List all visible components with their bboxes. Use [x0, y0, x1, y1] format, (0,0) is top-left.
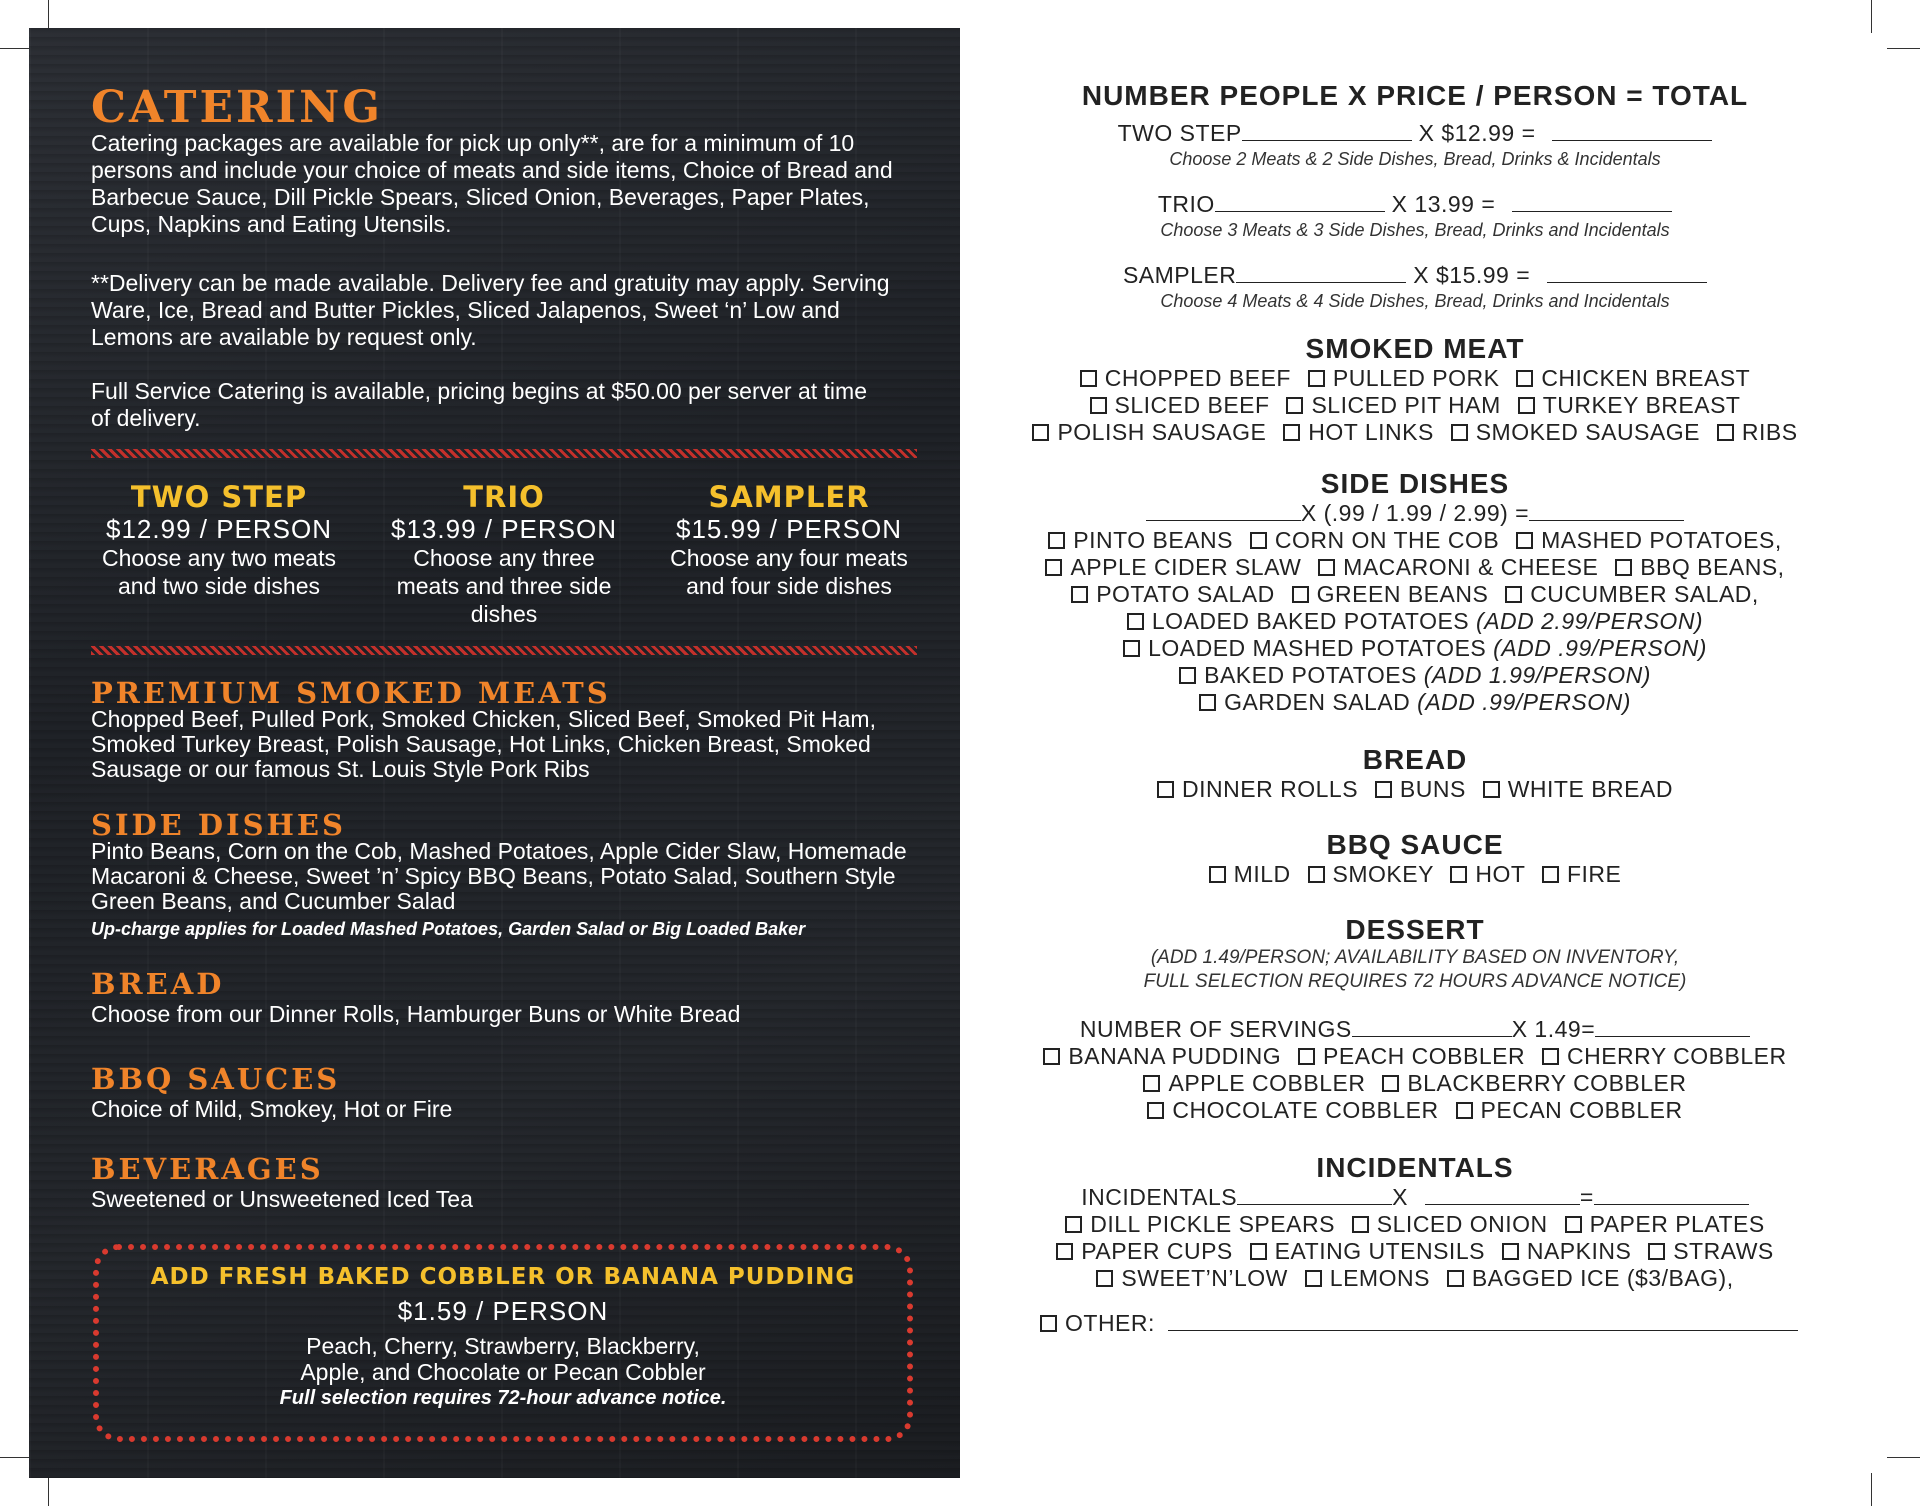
package-description: Choose any three meats and three side dishes: [396, 545, 612, 627]
package-trio: [369, 480, 639, 628]
checkbox-label: CHERRY COBBLER: [1567, 1043, 1787, 1069]
total-field[interactable]: [1547, 264, 1707, 283]
checkbox-label: DINNER ROLLS: [1182, 776, 1359, 802]
checkbox[interactable]: [1043, 1048, 1060, 1065]
checkbox-label: BLACKBERRY COBBLER: [1407, 1070, 1687, 1096]
checkbox-row: [1010, 1211, 1820, 1238]
checkbox-label: EATING UTENSILS: [1274, 1238, 1485, 1264]
checkbox-label: PINTO BEANS: [1073, 527, 1233, 553]
checkbox-label: SLICED BEEF: [1114, 392, 1270, 418]
checkbox[interactable]: [1080, 370, 1097, 387]
checkbox-row: [1010, 581, 1820, 608]
catering-info-panel: [29, 28, 960, 1478]
checkbox-label: CHOPPED BEEF: [1104, 365, 1291, 391]
checkbox-label: HOT LINKS: [1308, 419, 1434, 445]
checkbox-label: MACARONI & CHEESE: [1343, 554, 1599, 580]
package-row-two-step: [1010, 120, 1820, 171]
checkbox-label: CUCUMBER SALAD,: [1530, 581, 1759, 607]
checkbox-row: [1010, 554, 1820, 581]
upcharge-note: (ADD 2.99/PERSON): [1476, 608, 1704, 634]
package-line: [1010, 120, 1820, 147]
side-dishes-heading: SIDE DISHES: [1320, 468, 1510, 499]
checkbox[interactable]: [1518, 397, 1535, 414]
package-line: [1010, 191, 1820, 218]
people-count-field[interactable]: [1236, 264, 1406, 283]
package-name: TRIO: [463, 480, 545, 514]
checkbox[interactable]: [1450, 866, 1467, 883]
people-count-field[interactable]: [1237, 1186, 1392, 1205]
package-label: SAMPLER: [1122, 262, 1237, 288]
other-label: OTHER:: [1065, 1310, 1155, 1336]
checkbox-label: POLISH SAUSAGE: [1057, 419, 1267, 445]
checkbox-label: SMOKED SAUSAGE: [1475, 419, 1700, 445]
checkbox[interactable]: [1040, 1315, 1057, 1332]
checkbox[interactable]: [1143, 1075, 1160, 1092]
checkbox-label: TURKEY BREAST: [1542, 392, 1741, 418]
crop-mark: [1887, 48, 1920, 49]
checkbox-label: GREEN BEANS: [1316, 581, 1489, 607]
price-field[interactable]: [1425, 1186, 1580, 1205]
checkbox[interactable]: [1090, 397, 1107, 414]
checkbox-label: BAKED POTATOES: [1204, 662, 1417, 688]
servings-count-field[interactable]: [1146, 502, 1301, 521]
multiply-sign: X: [1392, 1184, 1408, 1210]
checkbox-label: LOADED BAKED POTATOES: [1151, 608, 1470, 634]
checkbox-label: RIBS: [1741, 419, 1798, 445]
dessert-promo-box: [93, 1244, 913, 1442]
package-price: X $12.99 =: [1418, 120, 1536, 146]
checkbox-label: PAPER PLATES: [1589, 1211, 1765, 1237]
checkbox[interactable]: [1199, 694, 1216, 711]
checkbox[interactable]: [1516, 370, 1533, 387]
bread-heading: BREAD: [91, 967, 225, 1001]
checkbox[interactable]: [1502, 1243, 1519, 1260]
checkbox-row: [1010, 861, 1820, 888]
total-field[interactable]: [1552, 122, 1712, 141]
incidentals-formula: [1010, 1184, 1820, 1211]
checkbox[interactable]: [1505, 586, 1522, 603]
checkbox[interactable]: [1382, 1075, 1399, 1092]
package-price: X $15.99 =: [1413, 262, 1531, 288]
checkbox[interactable]: [1292, 586, 1309, 603]
checkbox-label: SWEET’N’LOW: [1121, 1265, 1288, 1291]
side-dishes-section: [1010, 468, 1820, 716]
dessert-section: [1010, 914, 1820, 1124]
checkbox[interactable]: [1283, 424, 1300, 441]
checkbox[interactable]: [1298, 1048, 1315, 1065]
package-price: $12.99 / PERSON: [106, 514, 332, 544]
checkbox[interactable]: [1318, 559, 1335, 576]
checkbox-row: [1010, 392, 1820, 419]
package-name: TWO STEP: [130, 480, 308, 514]
package-note: Choose 2 Meats & 2 Side Dishes, Bread, Drinks & Incidentals: [1169, 149, 1661, 169]
checkbox-label: PULLED PORK: [1332, 365, 1500, 391]
bbq-sauces-text: Choice of Mild, Smokey, Hot or Fire: [91, 1096, 453, 1122]
dessert-note-line1: (ADD 1.49/PERSON; AVAILABILITY BASED ON INVENTORY,: [1150, 947, 1680, 968]
other-field[interactable]: [1168, 1312, 1798, 1331]
full-service-note: Full Service Catering is available, pricing begins at $50.00 per server at time of delivery.: [91, 378, 867, 431]
form-header: NUMBER PEOPLE X PRICE / PERSON = TOTAL: [1081, 80, 1749, 111]
checkbox-label: CHICKEN BREAST: [1541, 365, 1751, 391]
checkbox-row: [1010, 689, 1820, 716]
side-dishes-text: Pinto Beans, Corn on the Cob, Mashed Potatoes, Apple Cider Slaw, Homemade Macaroni & Cheese, Sweet ’n’ Spicy BBQ Beans, Potato Salad, Southern Style Green Beans, and Cucumber Salad: [91, 838, 907, 914]
checkbox-label: STRAWS: [1673, 1238, 1774, 1264]
promo-title: ADD FRESH BAKED COBBLER OR BANANA PUDDING: [150, 1264, 856, 1290]
checkbox[interactable]: [1045, 559, 1062, 576]
package-label: TWO STEP: [1117, 120, 1242, 146]
package-label: TRIO: [1157, 191, 1215, 217]
order-form: [1010, 80, 1820, 1337]
promo-flavors-line1: Peach, Cherry, Strawberry, Blackberry,: [306, 1333, 700, 1359]
checkbox-row: [1010, 1043, 1820, 1070]
checkbox[interactable]: [1250, 532, 1267, 549]
checkbox-label: LOADED MASHED POTATOES: [1148, 635, 1487, 661]
divider-stripe: [91, 646, 917, 655]
promo-price: $1.59 / PERSON: [397, 1296, 609, 1326]
beverages-heading: BEVERAGES: [91, 1152, 324, 1186]
checkbox[interactable]: [1065, 1216, 1082, 1233]
checkbox-row: [1010, 1070, 1820, 1097]
checkbox-row: [1010, 1265, 1820, 1292]
checkbox-label: PECAN COBBLER: [1480, 1097, 1683, 1123]
checkbox-label: GARDEN SALAD: [1224, 689, 1411, 715]
checkbox-row: [1010, 776, 1820, 803]
checkbox-label: SMOKEY: [1332, 861, 1434, 887]
package-two-step: [84, 480, 354, 600]
crop-mark: [1887, 1457, 1920, 1458]
checkbox-label: DILL PICKLE SPEARS: [1090, 1211, 1335, 1237]
catering-title: CATERING: [91, 82, 383, 133]
dessert-heading: DESSERT: [1345, 914, 1485, 945]
checkbox-label: SLICED PIT HAM: [1311, 392, 1501, 418]
checkbox-label: APPLE CIDER SLAW: [1070, 554, 1302, 580]
checkbox[interactable]: [1147, 1102, 1164, 1119]
smoked-meat-section: [1010, 333, 1820, 446]
checkbox-label: POTATO SALAD: [1096, 581, 1275, 607]
package-row-trio: [1010, 191, 1820, 242]
checkbox[interactable]: [1123, 640, 1140, 657]
checkbox[interactable]: [1048, 532, 1065, 549]
checkbox-label: BANANA PUDDING: [1068, 1043, 1282, 1069]
upcharge-note: (ADD .99/PERSON): [1493, 635, 1707, 661]
checkbox-label: MILD: [1233, 861, 1291, 887]
package-note: Choose 3 Meats & 3 Side Dishes, Bread, Drinks and Incidentals: [1160, 220, 1670, 240]
servings-count-field[interactable]: [1352, 1018, 1512, 1037]
package-note: Choose 4 Meats & 4 Side Dishes, Bread, Drinks and Incidentals: [1160, 291, 1670, 311]
smoked-meat-heading: SMOKED MEAT: [1305, 333, 1525, 364]
catering-description: Catering packages are available for pick up only**, are for a minimum of 10 persons and include your choice of meats and side items, Choice of Bread and Barbecue Sauce, Dill Pickle Spears, Sliced Onion, Beverages, Paper Plates, Cups, Napkins and Eating Utensils.: [91, 130, 893, 237]
total-field[interactable]: [1529, 502, 1684, 521]
checkbox-row: [1010, 419, 1820, 446]
checkbox[interactable]: [1305, 1270, 1322, 1287]
equals-sign: =: [1579, 1184, 1594, 1210]
checkbox-row: [1010, 527, 1820, 554]
checkbox[interactable]: [1286, 397, 1303, 414]
checkbox-row: [1010, 635, 1820, 662]
package-line: [1010, 262, 1820, 289]
checkbox-row: [1010, 662, 1820, 689]
people-count-field[interactable]: [1215, 193, 1385, 212]
checkbox[interactable]: [1308, 370, 1325, 387]
beverages-text: Sweetened or Unsweetened Iced Tea: [91, 1186, 473, 1212]
delivery-note: **Delivery can be made available. Delivery fee and gratuity may apply. Serving Ware, Ice, Bread and Butter Pickles, Sliced Jalapenos, Sweet ‘n’ Low and Lemons are available by request only.: [91, 270, 890, 350]
incidentals-heading: INCIDENTALS: [1316, 1152, 1514, 1183]
checkbox-label: HOT: [1475, 861, 1526, 887]
checkbox-label: PAPER CUPS: [1081, 1238, 1233, 1264]
checkbox-row: [1010, 1238, 1820, 1265]
checkbox[interactable]: [1542, 866, 1559, 883]
checkbox-label: BUNS: [1399, 776, 1466, 802]
checkbox[interactable]: [1542, 1048, 1559, 1065]
package-row-sampler: [1010, 262, 1820, 313]
checkbox[interactable]: [1071, 586, 1088, 603]
upcharge-note: (ADD .99/PERSON): [1417, 689, 1631, 715]
bread-text: Choose from our Dinner Rolls, Hamburger Buns or White Bread: [91, 1001, 741, 1027]
package-name: SAMPLER: [708, 480, 870, 514]
checkbox[interactable]: [1516, 532, 1533, 549]
checkbox[interactable]: [1308, 866, 1325, 883]
checkbox[interactable]: [1451, 424, 1468, 441]
package-description: Choose any two meats and two side dishes: [102, 545, 336, 599]
total-field[interactable]: [1595, 1018, 1750, 1037]
formula-text: X (.99 / 1.99 / 2.99) =: [1300, 500, 1530, 526]
package-sampler: [654, 480, 924, 600]
package-description: Choose any four meats and four side dishes: [670, 545, 908, 599]
package-price: $13.99 / PERSON: [391, 514, 617, 544]
checkbox-label: FIRE: [1566, 861, 1622, 887]
checkbox-label: CHOCOLATE COBBLER: [1172, 1097, 1439, 1123]
bbq-sauce-section: [1010, 829, 1820, 888]
checkbox[interactable]: [1648, 1243, 1665, 1260]
checkbox[interactable]: [1565, 1216, 1582, 1233]
checkbox-label: PEACH COBBLER: [1323, 1043, 1526, 1069]
package-price: $15.99 / PERSON: [676, 514, 902, 544]
premium-meats-text: Chopped Beef, Pulled Pork, Smoked Chicken, Sliced Beef, Smoked Pit Ham, Smoked Turkey Breast, Polish Sausage, Hot Links, Chicken Breast, Smoked Sausage or our famous St. Louis Style Pork Ribs: [91, 706, 876, 782]
package-price: X 13.99 =: [1391, 191, 1496, 217]
side-dishes-heading: SIDE DISHES: [91, 808, 346, 842]
checkbox-label: CORN ON THE COB: [1274, 527, 1500, 553]
people-count-field[interactable]: [1242, 122, 1412, 141]
checkbox-label: LEMONS: [1329, 1265, 1430, 1291]
dessert-note-line2: FULL SELECTION REQUIRES 72 HOURS ADVANCE NOTICE): [1143, 971, 1687, 992]
checkbox[interactable]: [1352, 1216, 1369, 1233]
checkbox-label: BAGGED ICE ($3/BAG),: [1471, 1265, 1734, 1291]
checkbox-row: [1010, 608, 1820, 635]
other-row: [1010, 1310, 1820, 1337]
checkbox-row: [1010, 365, 1820, 392]
checkbox-label: WHITE BREAD: [1507, 776, 1673, 802]
total-field[interactable]: [1512, 193, 1672, 212]
checkbox[interactable]: [1209, 866, 1226, 883]
side-dishes-upcharge-note: Up-charge applies for Loaded Mashed Potatoes, Garden Salad or Big Loaded Baker: [91, 919, 806, 939]
total-field[interactable]: [1594, 1186, 1749, 1205]
checkbox[interactable]: [1375, 781, 1392, 798]
checkbox[interactable]: [1483, 781, 1500, 798]
divider-stripe: [91, 449, 917, 458]
checkbox[interactable]: [1096, 1270, 1113, 1287]
bbq-sauce-heading: BBQ SAUCE: [1326, 829, 1504, 860]
side-dishes-formula: [1010, 500, 1820, 527]
bread-heading: BREAD: [1362, 744, 1468, 775]
crop-mark: [1871, 0, 1872, 33]
checkbox-label: SLICED ONION: [1376, 1211, 1548, 1237]
promo-note: Full selection requires 72-hour advance notice.: [279, 1387, 727, 1409]
servings-label: NUMBER OF SERVINGS: [1079, 1016, 1352, 1042]
checkbox-label: BBQ BEANS,: [1640, 554, 1785, 580]
dessert-servings-line: [1010, 1016, 1820, 1043]
bbq-sauces-heading: BBQ SAUCES: [91, 1062, 341, 1096]
checkbox[interactable]: [1157, 781, 1174, 798]
upcharge-note: (ADD 1.99/PERSON): [1423, 662, 1651, 688]
incidentals-label: INCIDENTALS: [1081, 1184, 1238, 1210]
checkbox-row: [1010, 1097, 1820, 1124]
checkbox-label: APPLE COBBLER: [1168, 1070, 1366, 1096]
crop-mark: [1871, 1473, 1872, 1506]
checkbox[interactable]: [1032, 424, 1049, 441]
checkbox[interactable]: [1179, 667, 1196, 684]
checkbox[interactable]: [1456, 1102, 1473, 1119]
checkbox[interactable]: [1447, 1270, 1464, 1287]
checkbox-label: MASHED POTATOES,: [1541, 527, 1782, 553]
checkbox[interactable]: [1250, 1243, 1267, 1260]
premium-meats-heading: PREMIUM SMOKED MEATS: [91, 676, 611, 710]
checkbox-label: NAPKINS: [1526, 1238, 1632, 1264]
checkbox[interactable]: [1717, 424, 1734, 441]
checkbox[interactable]: [1056, 1243, 1073, 1260]
checkbox[interactable]: [1127, 613, 1144, 630]
promo-flavors-line2: Apple, and Chocolate or Pecan Cobbler: [300, 1359, 706, 1385]
checkbox[interactable]: [1615, 559, 1632, 576]
bread-section: [1010, 744, 1820, 803]
incidentals-section: [1010, 1152, 1820, 1292]
servings-price: X 1.49=: [1511, 1016, 1596, 1042]
